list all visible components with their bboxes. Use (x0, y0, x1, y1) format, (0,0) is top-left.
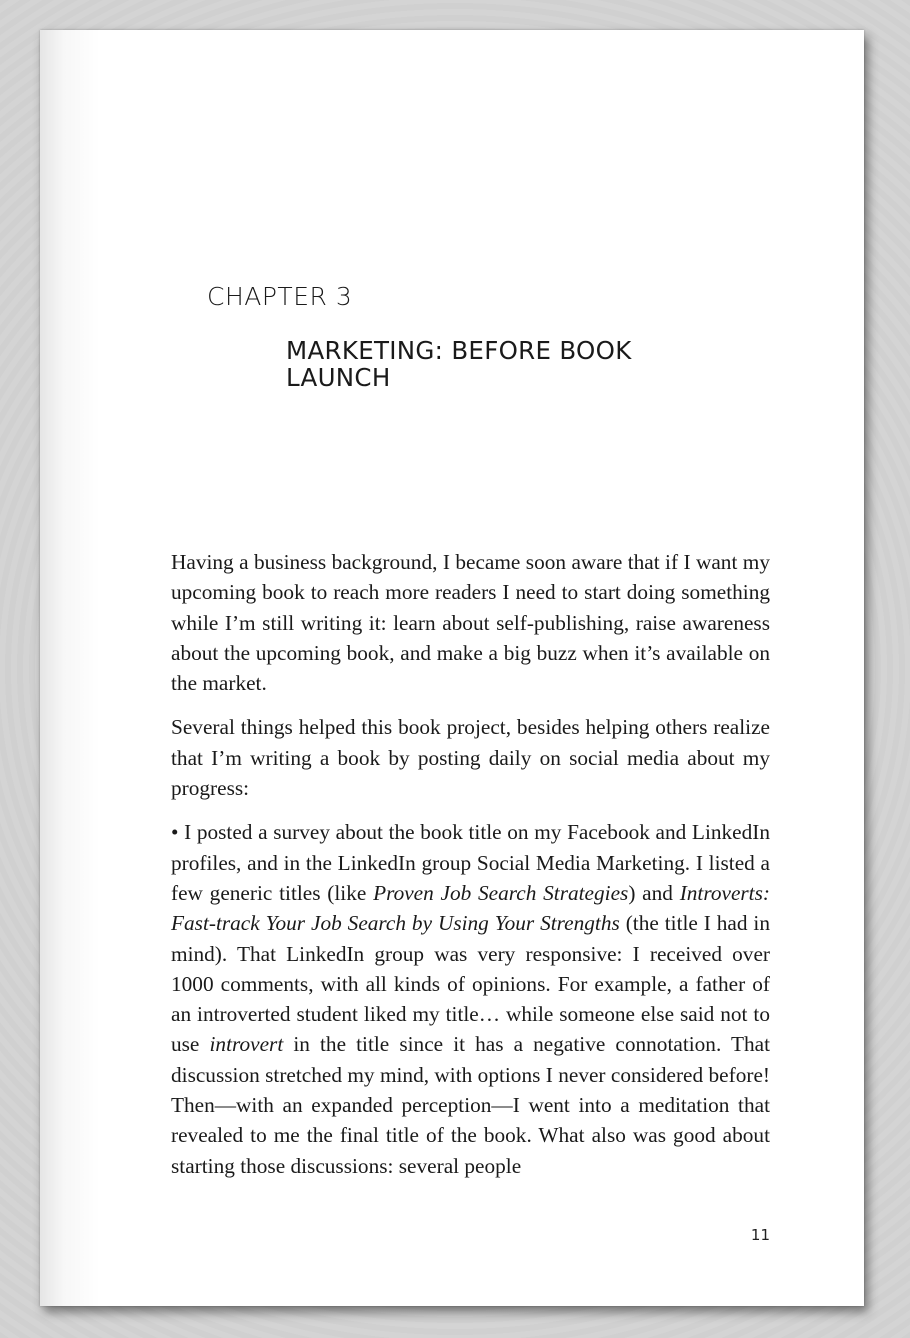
book-title-proven-job-search: Proven Job Search Strategies (373, 880, 629, 905)
paragraph-3 (171, 817, 770, 1181)
page-number: 11 (750, 1226, 770, 1244)
book-page (40, 30, 864, 1306)
paragraph-3-text-4: in the title since it has a negative connotation. That discussion stretched my mind, with options I never considered before! Then—with an expanded perception—I went into a meditation that revealed to me the final title of the book. What also was good about starting those discussions: several people (171, 1032, 771, 1178)
chapter-label: CHAPTER 3 (207, 282, 353, 311)
paragraph-2: Several things helped this book project, besides helping others realize that I’m writing a book by posting daily on social media about my progress: (171, 715, 770, 801)
paragraph-3-text-1: • I posted a survey about the book title on my Facebook and LinkedIn profiles, and in the LinkedIn group Social Media Marketing. I listed a few generic titles (like (171, 820, 770, 905)
paragraph-3-text-2: ) and (628, 880, 680, 905)
paragraph-3-text-3: (the title I had in mind). That LinkedIn group was very responsive: I received over 1000 comments, with all kinds of opinions. For example, a father of an introverted student liked my title… while someone else said not to use (171, 911, 770, 1057)
book-title-introverts: Introverts: Fast-track Your Job Search by Using Your Strengths (171, 880, 770, 936)
paragraph-1: Having a business background, I became soon aware that if I want my upcoming book to reach more readers I need to start doing something while I’m still writing it: learn about self-publishing, raise awareness about the upcoming book, and make a big buzz when it’s available on the market. (171, 550, 770, 696)
word-introvert: introvert (209, 1032, 284, 1057)
chapter-title: MARKETING: BEFORE BOOK LAUNCH (286, 336, 632, 392)
chapter-body (171, 547, 770, 1195)
page-binding-shadow (40, 30, 100, 1306)
